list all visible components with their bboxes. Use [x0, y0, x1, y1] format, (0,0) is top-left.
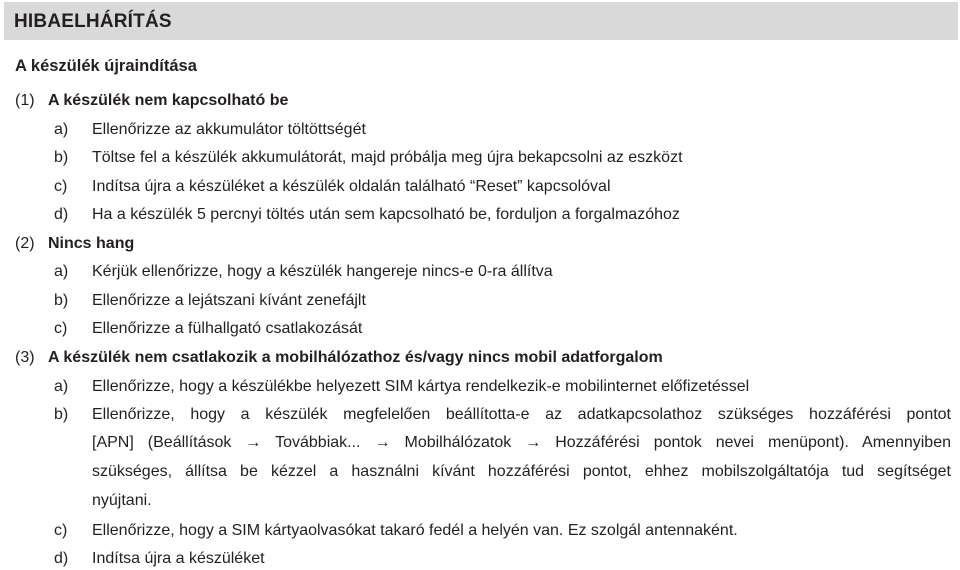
list-item: Ellenőrizze a lejátszani kívánt zenefájlt [92, 292, 366, 309]
problem-number: (1) [15, 92, 35, 109]
item-letter: a) [54, 263, 69, 280]
list-item: Ellenőrizze az akkumulátor töltöttségét [92, 121, 366, 138]
header-bar [4, 2, 958, 40]
list-item: Kérjük ellenőrizze, hogy a készülék hangereje nincs-e 0-ra állítva [92, 263, 553, 280]
item-letter: b) [54, 292, 69, 309]
problem-title: Nincs hang [48, 235, 135, 252]
item-letter: b) [54, 149, 69, 166]
problem-number: (2) [15, 235, 35, 252]
item-letter: c) [54, 522, 68, 539]
item-letter: a) [54, 121, 69, 138]
problem-title: A készülék nem kapcsolható be [48, 92, 289, 109]
list-item: Indítsa újra a készüléket a készülék oldalán található “Reset” kapcsolóval [92, 178, 611, 195]
list-item-line: nyújtani. [92, 492, 152, 509]
item-letter: d) [54, 206, 69, 223]
item-letter: a) [54, 378, 69, 395]
list-item: Indítsa újra a készüléket [92, 550, 265, 567]
list-item: Töltse fel a készülék akkumulátorát, majd próbálja meg újra bekapcsolni az eszközt [92, 149, 683, 166]
item-letter: c) [54, 178, 68, 195]
problem-number: (3) [15, 349, 35, 366]
section-title: A készülék újraindítása [15, 57, 197, 75]
item-letter: d) [54, 550, 69, 567]
item-letter: c) [54, 320, 68, 337]
item-letter: b) [54, 406, 69, 423]
list-item-line: [APN] (Beállítások → Továbbiak... → Mobilhálózatok → Hozzáférési pontok nevei menüpont). Amennyiben [92, 434, 951, 451]
list-item: Ellenőrizze, hogy a készülékbe helyezett SIM kártya rendelkezik-e mobilinternet előfizetéssel [92, 378, 750, 395]
list-item: Ellenőrizze a fülhallgató csatlakozását [92, 320, 363, 337]
problem-title: A készülék nem csatlakozik a mobilhálózathoz és/vagy nincs mobil adatforgalom [48, 349, 663, 366]
list-item: Ha a készülék 5 percnyi töltés után sem kapcsolható be, forduljon a forgalmazóhoz [92, 206, 680, 223]
list-item-line: szükséges, állítsa be kézzel a használni kívánt hozzáférési pontot, ehhez mobilszolgáltatója tud segítséget [92, 463, 951, 480]
page-title: HIBAELHÁRÍTÁS [14, 11, 172, 32]
list-item-line: Ellenőrizze, hogy a készülék megfelelően beállította-e az adatkapcsolathoz szükséges hozzáférési pontot [92, 406, 951, 423]
list-item: Ellenőrizze, hogy a SIM kártyaolvasókat takaró fedél a helyén van. Ez szolgál antennaként. [92, 522, 738, 539]
